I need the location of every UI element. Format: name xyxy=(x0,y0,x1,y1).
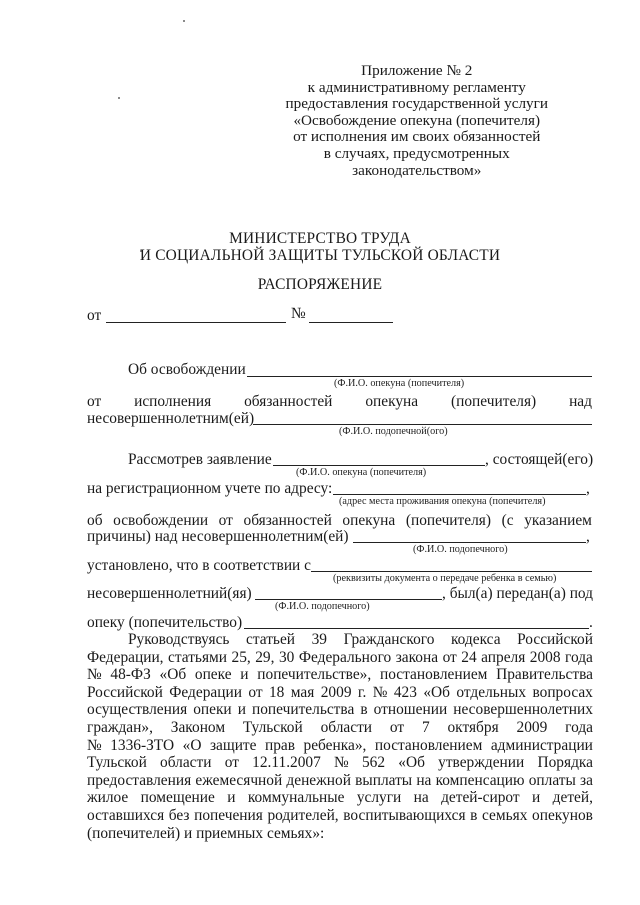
number-blank xyxy=(309,322,393,323)
reason-ward-caption: (Ф.И.О. подопечного) xyxy=(413,544,508,555)
appendix-line: «Освобождение опекуна (попечителя) xyxy=(293,111,541,129)
custody-blank xyxy=(244,628,589,629)
paragraph-last-line: (попечителей) и приемных семьях»: xyxy=(87,824,325,842)
reason-word: (с xyxy=(501,512,514,529)
paragraph-line: Российской Федерации от 18 мая 2009 г. № 423 «Об отдельных вопросах xyxy=(87,683,593,701)
appendix-line: законодательством» xyxy=(352,161,482,179)
scan-speck xyxy=(118,97,120,99)
duties-word: исполнения xyxy=(134,393,212,410)
ward-name-caption: (Ф.И.О. подопечной(ого) xyxy=(339,426,448,437)
applicant-name-blank xyxy=(273,465,485,466)
registration-label: на регистрационном учете по адресу: xyxy=(87,480,333,497)
duties-line xyxy=(87,393,592,410)
custody-label: опеку (попечительство) xyxy=(87,614,243,631)
duties-word: опекуна xyxy=(365,393,419,410)
established-ward-caption: (Ф.И.О. подопечного) xyxy=(275,601,370,612)
address-comma: , xyxy=(586,480,590,497)
reason-word: (попечителя) xyxy=(405,512,491,529)
reason-word: от xyxy=(218,512,233,529)
reason-word: обязанностей xyxy=(243,512,332,529)
application-label: Рассмотрев заявление xyxy=(128,451,272,468)
duties-word: (попечителя) xyxy=(451,393,537,410)
paragraph-line: оставшихся без попечения родителей, воспитывающихся в семьях опекунов xyxy=(87,806,593,824)
appendix-line: Приложение № 2 xyxy=(361,62,473,79)
reason-word: указанием xyxy=(524,512,592,529)
date-blank xyxy=(106,322,286,323)
duties-word: от xyxy=(87,393,102,410)
reason-ward-blank xyxy=(353,542,586,543)
document-details-caption: (реквизиты документа о передаче ребенка в семью) xyxy=(333,573,557,584)
duties-word: над xyxy=(569,393,592,410)
custody-period: . xyxy=(589,614,593,631)
minor-label: несовершеннолетним(ей) xyxy=(87,410,255,427)
date-from-label: от xyxy=(87,307,102,324)
transferred-text: , был(а) передан(а) под xyxy=(442,585,594,602)
number-label: № xyxy=(291,305,306,322)
ward-name-blank xyxy=(253,424,592,425)
consisting-text: , состоящей(его) xyxy=(485,451,594,468)
legal-basis-paragraph xyxy=(87,631,593,842)
reason-comma: , xyxy=(586,528,590,545)
paragraph-line: осуществления опеки и попечительства в отношении несовершеннолетних xyxy=(87,701,593,719)
paragraph-line: Федерации, статьями 25, 29, 30 Федерального закона от 24 апреля 2008 года xyxy=(87,648,593,666)
reason-word: освобождении xyxy=(113,512,209,529)
duties-word: обязанностей xyxy=(244,393,333,410)
scan-speck xyxy=(183,20,185,22)
ministry-name-line2: И СОЦИАЛЬНОЙ ЗАЩИТЫ ТУЛЬСКОЙ ОБЛАСТИ xyxy=(139,247,501,264)
applicant-name-caption: (Ф.И.О. опекуна (попечителя) xyxy=(296,467,427,478)
reason-line xyxy=(87,512,592,529)
reason-word: опекуна xyxy=(342,512,396,529)
appendix-line: от исполнения им своих обязанностей xyxy=(293,128,541,146)
reason-word: об xyxy=(87,512,103,529)
established-ward-blank xyxy=(255,599,442,600)
paragraph-line: Тульской области от 12.11.2007 № 562 «Об утверждении Порядка xyxy=(87,754,593,772)
established-minor-label: несовершеннолетний(яя) xyxy=(87,585,252,602)
document-details-blank xyxy=(311,571,592,572)
guardian-name-caption: (Ф.И.О. опекуна (попечителя) xyxy=(334,378,465,389)
paragraph-line: предоставления ежемесячной денежной выплаты на компенсацию оплаты за xyxy=(87,771,593,789)
document-type-title: РАСПОРЯЖЕНИЕ xyxy=(257,276,383,293)
paragraph-line: № 48-ФЗ «Об опеке и попечительстве», постановлением Правительства xyxy=(87,666,593,684)
ministry-name-line1: МИНИСТЕРСТВО ТРУДА xyxy=(229,230,411,247)
reason-line2: причины) над несовершеннолетним(ей) xyxy=(87,528,349,545)
guardian-name-blank xyxy=(247,376,592,377)
paragraph-line: Руководствуясь статьей 39 Гражданского кодекса Российской xyxy=(128,631,593,648)
established-label: установлено, что в соответствии с xyxy=(87,557,311,574)
paragraph-line: жилое помещение и коммунальные услуги на детей-сирот и детей, xyxy=(87,789,593,807)
appendix-line: в случаях, предусмотренных xyxy=(323,144,510,162)
appendix-block xyxy=(286,63,549,179)
paragraph-line: № 1336-ЗТО «О защите прав ребенка», постановлением администрации xyxy=(87,736,593,754)
address-caption: (адрес места проживания опекуна (попечителя) xyxy=(339,496,546,507)
appendix-line: предоставления государственной услуги xyxy=(285,95,548,113)
address-blank xyxy=(333,494,586,495)
release-label: Об освобождении xyxy=(128,361,246,378)
appendix-line: к административному регламенту xyxy=(307,78,526,96)
paragraph-line: граждан», Законом Тульской области от 7 октября 2009 года xyxy=(87,718,593,736)
